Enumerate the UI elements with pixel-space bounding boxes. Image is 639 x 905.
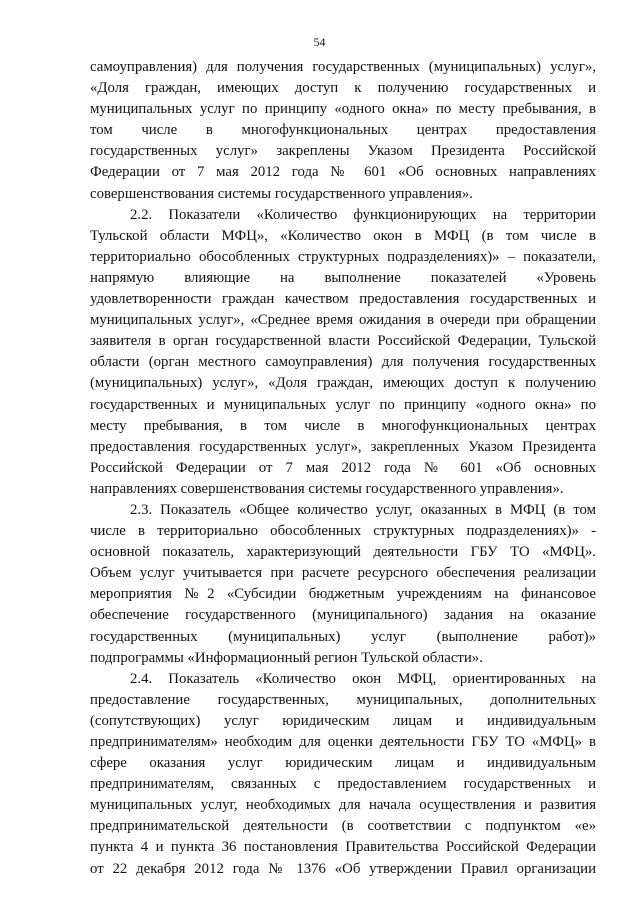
text-line: основной показатель, характеризующий деятельности ГБУ ТО «МФЦ». xyxy=(90,544,596,561)
text-line: самоуправления) для получения государственных (муниципальных) услуг», xyxy=(90,59,596,75)
text-line: заявителя в орган государственной власти Российской Федерации, Тульской xyxy=(90,333,596,350)
text-line: удовлетворенности граждан качеством предоставления государственных и xyxy=(90,291,596,308)
text-line: от 22 декабря 2012 года № 1376 «Об утверждении Правил организации xyxy=(90,860,596,877)
text-line: территориально обособленных структурных подразделениях)» – показатели, xyxy=(90,248,596,265)
text-line: муниципальных услуг, необходимых для начала осуществления и развития xyxy=(90,797,596,814)
text-line: пункта 4 и пункта 36 постановления Правительства Российской Федерации xyxy=(90,839,596,856)
paragraph-first-line: 2.2. Показатели «Количество функционирующих на территории xyxy=(130,206,596,223)
text-line: государственных и муниципальных услуг по принципу «одного окна» по xyxy=(90,396,596,413)
text-line: напрямую влияющие на выполнение показателей «Уровень xyxy=(90,269,596,286)
text-line: предоставления государственных услуг», закрепленных Указом Президента xyxy=(90,438,596,455)
text-line: Федерации от 7 мая 2012 года № 601 «Об основных направлениях xyxy=(90,164,596,181)
text-line: том числе в многофункциональных центрах предоставления xyxy=(90,122,596,139)
text-line: подпрограммы «Информационный регион Тульской области». xyxy=(90,649,483,666)
text-line: предпринимателям, связанных с предоставлением государственных и xyxy=(90,776,596,793)
text-line: Тульской области МФЦ», «Количество окон в МФЦ (в том числе в xyxy=(90,227,596,244)
text-line: Объем услуг учитывается при расчете ресурсного обеспечения реализации xyxy=(90,565,596,582)
paragraph-first-line: 2.4. Показатель «Количество окон МФЦ, ориентированных на xyxy=(130,670,596,687)
text-line: области (орган местного самоуправления) для получения государственных xyxy=(90,354,596,371)
text-line: обеспечение государственного (муниципального) задания на оказание xyxy=(90,607,596,624)
text-line: предоставление государственных, муниципальных, дополнительных xyxy=(90,691,596,708)
text-line: (сопутствующих) услуг юридическим лицам и индивидуальным xyxy=(90,712,596,729)
text-line: направлениях совершенствования системы государственного управления». xyxy=(90,480,564,497)
text-line: месту пребывания, в том числе в многофункциональных центрах xyxy=(90,417,596,434)
text-line: (муниципальных) услуг», «Доля граждан, имеющих доступ к получению xyxy=(90,375,596,392)
text-line: муниципальных услуг», «Среднее время ожидания в очереди при обращении xyxy=(90,312,596,329)
text-line: совершенствования системы государственного управления». xyxy=(90,185,473,202)
page-number: 54 xyxy=(313,35,326,49)
text-line: Российской Федерации от 7 мая 2012 года № 601 «Об основных xyxy=(90,459,596,476)
text-line: муниципальных услуг по принципу «одного окна» по месту пребывания, в xyxy=(90,101,596,118)
text-line: государственных (муниципальных) услуг (выполнение работ)» xyxy=(90,628,596,645)
text-line: предпринимателям» необходим для оценки деятельности ГБУ ТО «МФЦ» в xyxy=(90,734,596,750)
body-text xyxy=(90,57,596,880)
text-line: сфере оказания услуг юридическим лицам и индивидуальным xyxy=(90,755,596,772)
text-line: «Доля граждан, имеющих доступ к получению государственных и xyxy=(90,80,596,97)
paragraph-first-line: 2.3. Показатель «Общее количество услуг, оказанных в МФЦ (в том xyxy=(130,501,596,518)
text-line: государственных услуг» закреплены Указом Президента Российской xyxy=(90,143,596,160)
text-line: предпринимательской деятельности (в соответствии с подпунктом «е» xyxy=(90,818,596,835)
text-line: мероприятия №2 «Субсидии бюджетным учреждениям на финансовое xyxy=(90,586,596,603)
text-line: числе в территориально обособленных структурных подразделениях)» - xyxy=(90,523,596,540)
